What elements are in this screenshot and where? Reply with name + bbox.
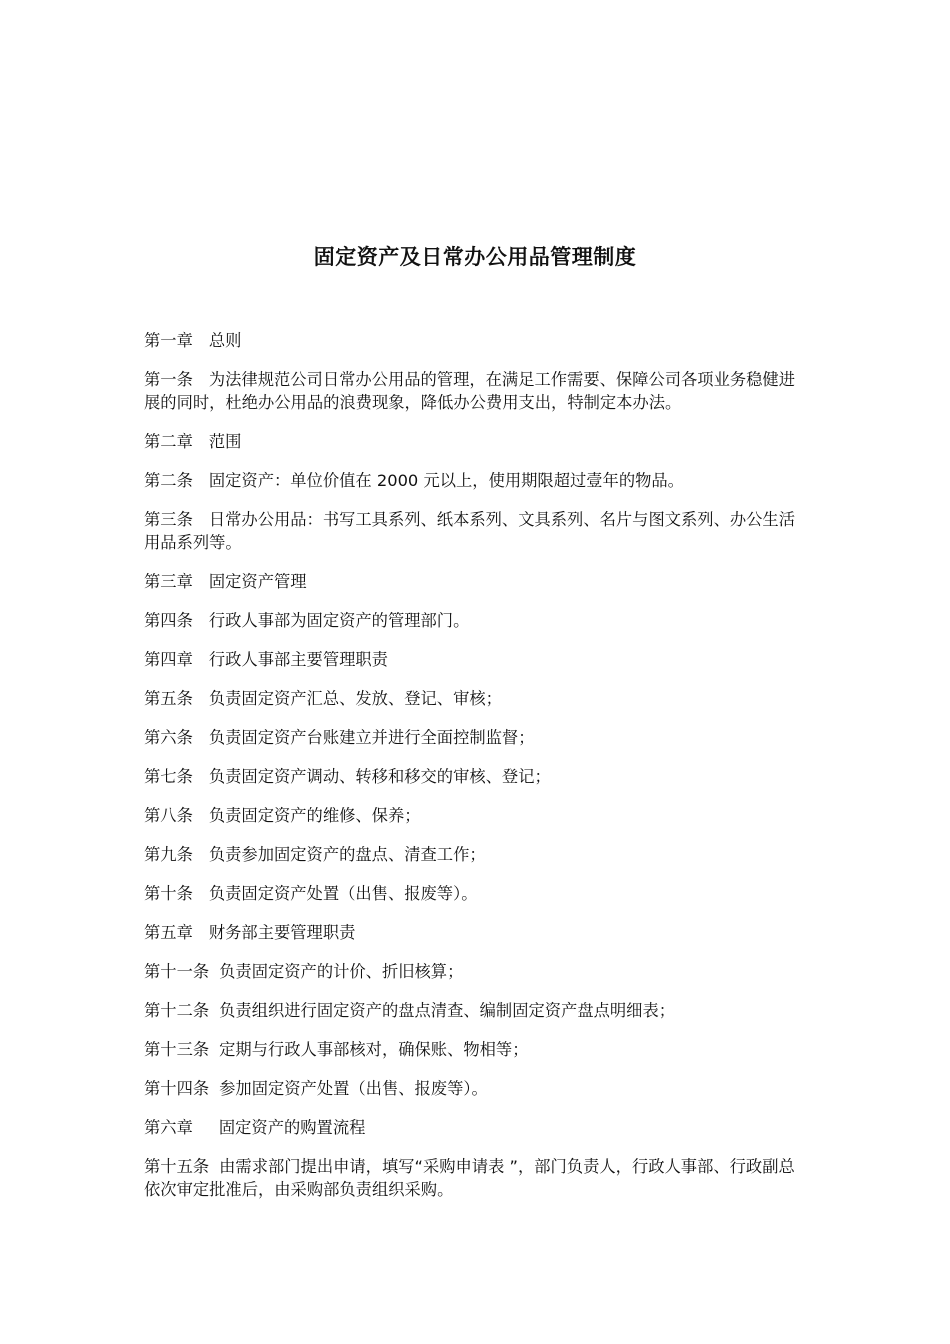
paragraph-text: 负责固定资产处置（出售、报废等）。 [208, 884, 478, 903]
article-1 [144, 368, 808, 414]
chapter-5 [144, 921, 808, 944]
article-7 [144, 765, 808, 788]
article-12 [144, 999, 808, 1022]
paragraph-label: 第七条 [144, 767, 193, 786]
paragraph-text: 负责固定资产调动、转移和移交的审核、登记； [208, 767, 551, 786]
paragraph-label: 第一条 [144, 370, 193, 389]
paragraph-label: 第六章 [144, 1118, 193, 1137]
paragraph-label: 第十三条 [144, 1040, 210, 1059]
paragraph-text: 负责参加固定资产的盘点、清查工作； [208, 845, 486, 864]
paragraph-text: 负责固定资产汇总、发放、登记、审核； [208, 689, 502, 708]
paragraph-text: 定期与行政人事部核对，确保账、物相等； [219, 1040, 529, 1059]
paragraph-label: 第十条 [144, 884, 193, 903]
chapter-3 [144, 570, 808, 593]
document-body [144, 329, 808, 1217]
article-3 [144, 508, 808, 554]
paragraph-label: 第三条 [144, 510, 193, 529]
article-13 [144, 1038, 808, 1061]
paragraph-label: 第五章 [144, 923, 193, 942]
article-11 [144, 960, 808, 983]
paragraph-label: 第四条 [144, 611, 193, 630]
paragraph-text: 财务部主要管理职责 [208, 923, 356, 942]
paragraph-label: 第四章 [144, 650, 193, 669]
article-8 [144, 804, 808, 827]
chapter-1 [144, 329, 808, 352]
paragraph-text: 范围 [208, 432, 242, 451]
document-title: 固定资产及日常办公用品管理制度 [313, 245, 637, 269]
paragraph-label: 第九条 [144, 845, 193, 864]
paragraph-label: 第八条 [144, 806, 193, 825]
paragraph-text: 负责组织进行固定资产的盘点清查、编制固定资产盘点明细表； [219, 1001, 676, 1020]
article-15 [144, 1155, 808, 1201]
paragraph-label: 第二条 [144, 471, 193, 490]
paragraph-text: 固定资产：单位价值在 2000 元以上，使用期限超过壹年的物品。 [208, 471, 684, 490]
paragraph-text: 负责固定资产的计价、折旧核算； [219, 962, 464, 981]
article-5 [144, 687, 808, 710]
paragraph-text: 由需求部门提出申请，填写“采购申请表 ”，部门负责人，行政人事部、行政副总依次审定批准后，由采购部负责组织采购。 [144, 1157, 795, 1199]
article-6 [144, 726, 808, 749]
paragraph-label: 第五条 [144, 689, 193, 708]
chapter-2 [144, 430, 808, 453]
paragraph-label: 第六条 [144, 728, 193, 747]
article-9 [144, 843, 808, 866]
paragraph-label: 第三章 [144, 572, 193, 591]
paragraph-text: 日常办公用品：书写工具系列、纸本系列、文具系列、名片与图文系列、办公生活用品系列等。 [144, 510, 795, 552]
article-10 [144, 882, 808, 905]
paragraph-label: 第二章 [144, 432, 193, 451]
paragraph-text: 行政人事部为固定资产的管理部门。 [208, 611, 470, 630]
paragraph-text: 固定资产管理 [208, 572, 307, 591]
article-14 [144, 1077, 808, 1100]
paragraph-text: 负责固定资产的维修、保养； [208, 806, 421, 825]
article-4 [144, 609, 808, 632]
chapter-6 [144, 1116, 808, 1139]
paragraph-text: 行政人事部主要管理职责 [208, 650, 388, 669]
chapter-4 [144, 648, 808, 671]
article-2 [144, 469, 808, 492]
paragraph-label: 第十五条 [144, 1157, 210, 1176]
paragraph-label: 第一章 [144, 331, 193, 350]
paragraph-text: 为法律规范公司日常办公用品的管理，在满足工作需要、保障公司各项业务稳健进展的同时，杜绝办公用品的浪费现象，降低办公费用支出，特制定本办法。 [144, 370, 795, 412]
paragraph-label: 第十一条 [144, 962, 210, 981]
paragraph-label: 第十二条 [144, 1001, 210, 1020]
paragraph-text: 参加固定资产处置（出售、报废等）。 [219, 1079, 488, 1098]
paragraph-label: 第十四条 [144, 1079, 210, 1098]
paragraph-text: 总则 [208, 331, 242, 350]
paragraph-text: 负责固定资产台账建立并进行全面控制监督； [208, 728, 535, 747]
paragraph-text: 固定资产的购置流程 [218, 1118, 366, 1137]
